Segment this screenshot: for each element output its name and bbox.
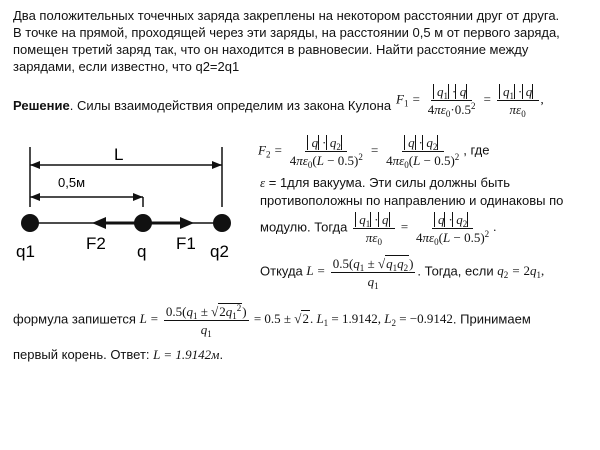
- label-q: q: [137, 242, 147, 261]
- formula-line: формула запишется L = $\frac{0.5(q_1 \pm √2q_1^2)}{q_1}$ = 0.5 ± √2. $L_1 = 1.9142$, $L_2 = -0.9142$. Принимаем: [13, 303, 531, 339]
- otkuda-line: Откуда L = $\frac{0.5(q_1 \pm √q_1q_2)}{q_1}$ . Тогда, если $q_2 = 2q_1$,: [260, 256, 545, 291]
- solution-intro-text: . Силы взаимодействия определим из закона Кулона: [69, 98, 392, 113]
- epsilon-text: = 1для вакуума. Эти силы должны быть: [268, 175, 511, 190]
- force-f2-arrowhead: [92, 217, 106, 229]
- formula-prefix: формула запишется: [13, 311, 136, 327]
- formula-f2: $F_2$ = $\frac{q \cdot q_2}{4\pi\varepsilon_0(L - 0.5)^2}$ = $\frac{q \cdot q_2}{4\pi\varepsilon_0(L - 0.5)^2}$ , где: [258, 135, 490, 170]
- label-q1: q1: [16, 242, 35, 261]
- line-modulus: модулю. Тогда: [260, 219, 348, 235]
- d-right-arrow: [133, 193, 143, 201]
- label-F2: F2: [86, 234, 106, 253]
- epsilon-line: ε = 1для вакуума. Эти силы должны быть: [260, 175, 511, 190]
- d-left-arrow: [30, 193, 40, 201]
- answer-value: L = 1.9142м: [153, 347, 220, 362]
- problem-line-1: Два положительных точечных заряда закреплены на некотором расстоянии друг от друга.: [13, 8, 560, 23]
- charge-q-dot: [134, 214, 152, 232]
- f2-where: , где: [463, 142, 490, 158]
- problem-line-3: помещен третий заряд так, что он находится в равновесии. Найти расстояние между: [13, 42, 529, 57]
- formula-f1: $F_1$ = $\frac{q_1 \cdot q}{4\pi\varepsilon_0\cdot 0.5^2}$ = $\frac{q_1 \cdot q}{\pi\varepsilon_0}$ ,: [396, 84, 544, 119]
- line-opposite: противоположны по направлению и одинаковы по: [260, 193, 564, 208]
- answer-line: первый корень. Ответ: L = 1.9142м.: [13, 347, 224, 362]
- equality-line: модулю. Тогда $\frac{q_1 \cdot q}{\pi\varepsilon_0}$ = $\frac{q \cdot q_2}{4\pi\varepsilon_0(L - 0.5)^2}$ .: [260, 212, 497, 247]
- charge-q2-dot: [213, 214, 231, 232]
- label-F1: F1: [176, 234, 196, 253]
- charges-diagram: [0, 135, 250, 270]
- solution-heading: Решение: [13, 98, 70, 113]
- answer-prefix: первый корень. Ответ:: [13, 347, 150, 362]
- otkuda-text: Откуда: [260, 263, 303, 279]
- L-left-arrow: [30, 161, 40, 169]
- label-L: L: [114, 145, 124, 164]
- solution-intro: [13, 98, 391, 114]
- togda-esli-text: . Тогда, если: [417, 263, 494, 279]
- charge-q1-dot: [21, 214, 39, 232]
- problem-line-4: зарядами, если известно, что q2=2q1: [13, 59, 240, 74]
- roots-text: . Принимаем: [452, 311, 531, 327]
- label-distance: 0,5м: [58, 175, 86, 190]
- label-q2: q2: [210, 242, 229, 261]
- force-f1-arrowhead: [180, 217, 194, 229]
- problem-line-2: В точке на прямой, проходящей через эти заряды, на расстоянии 0,5 м от первого заряда,: [13, 25, 560, 40]
- L-right-arrow: [212, 161, 222, 169]
